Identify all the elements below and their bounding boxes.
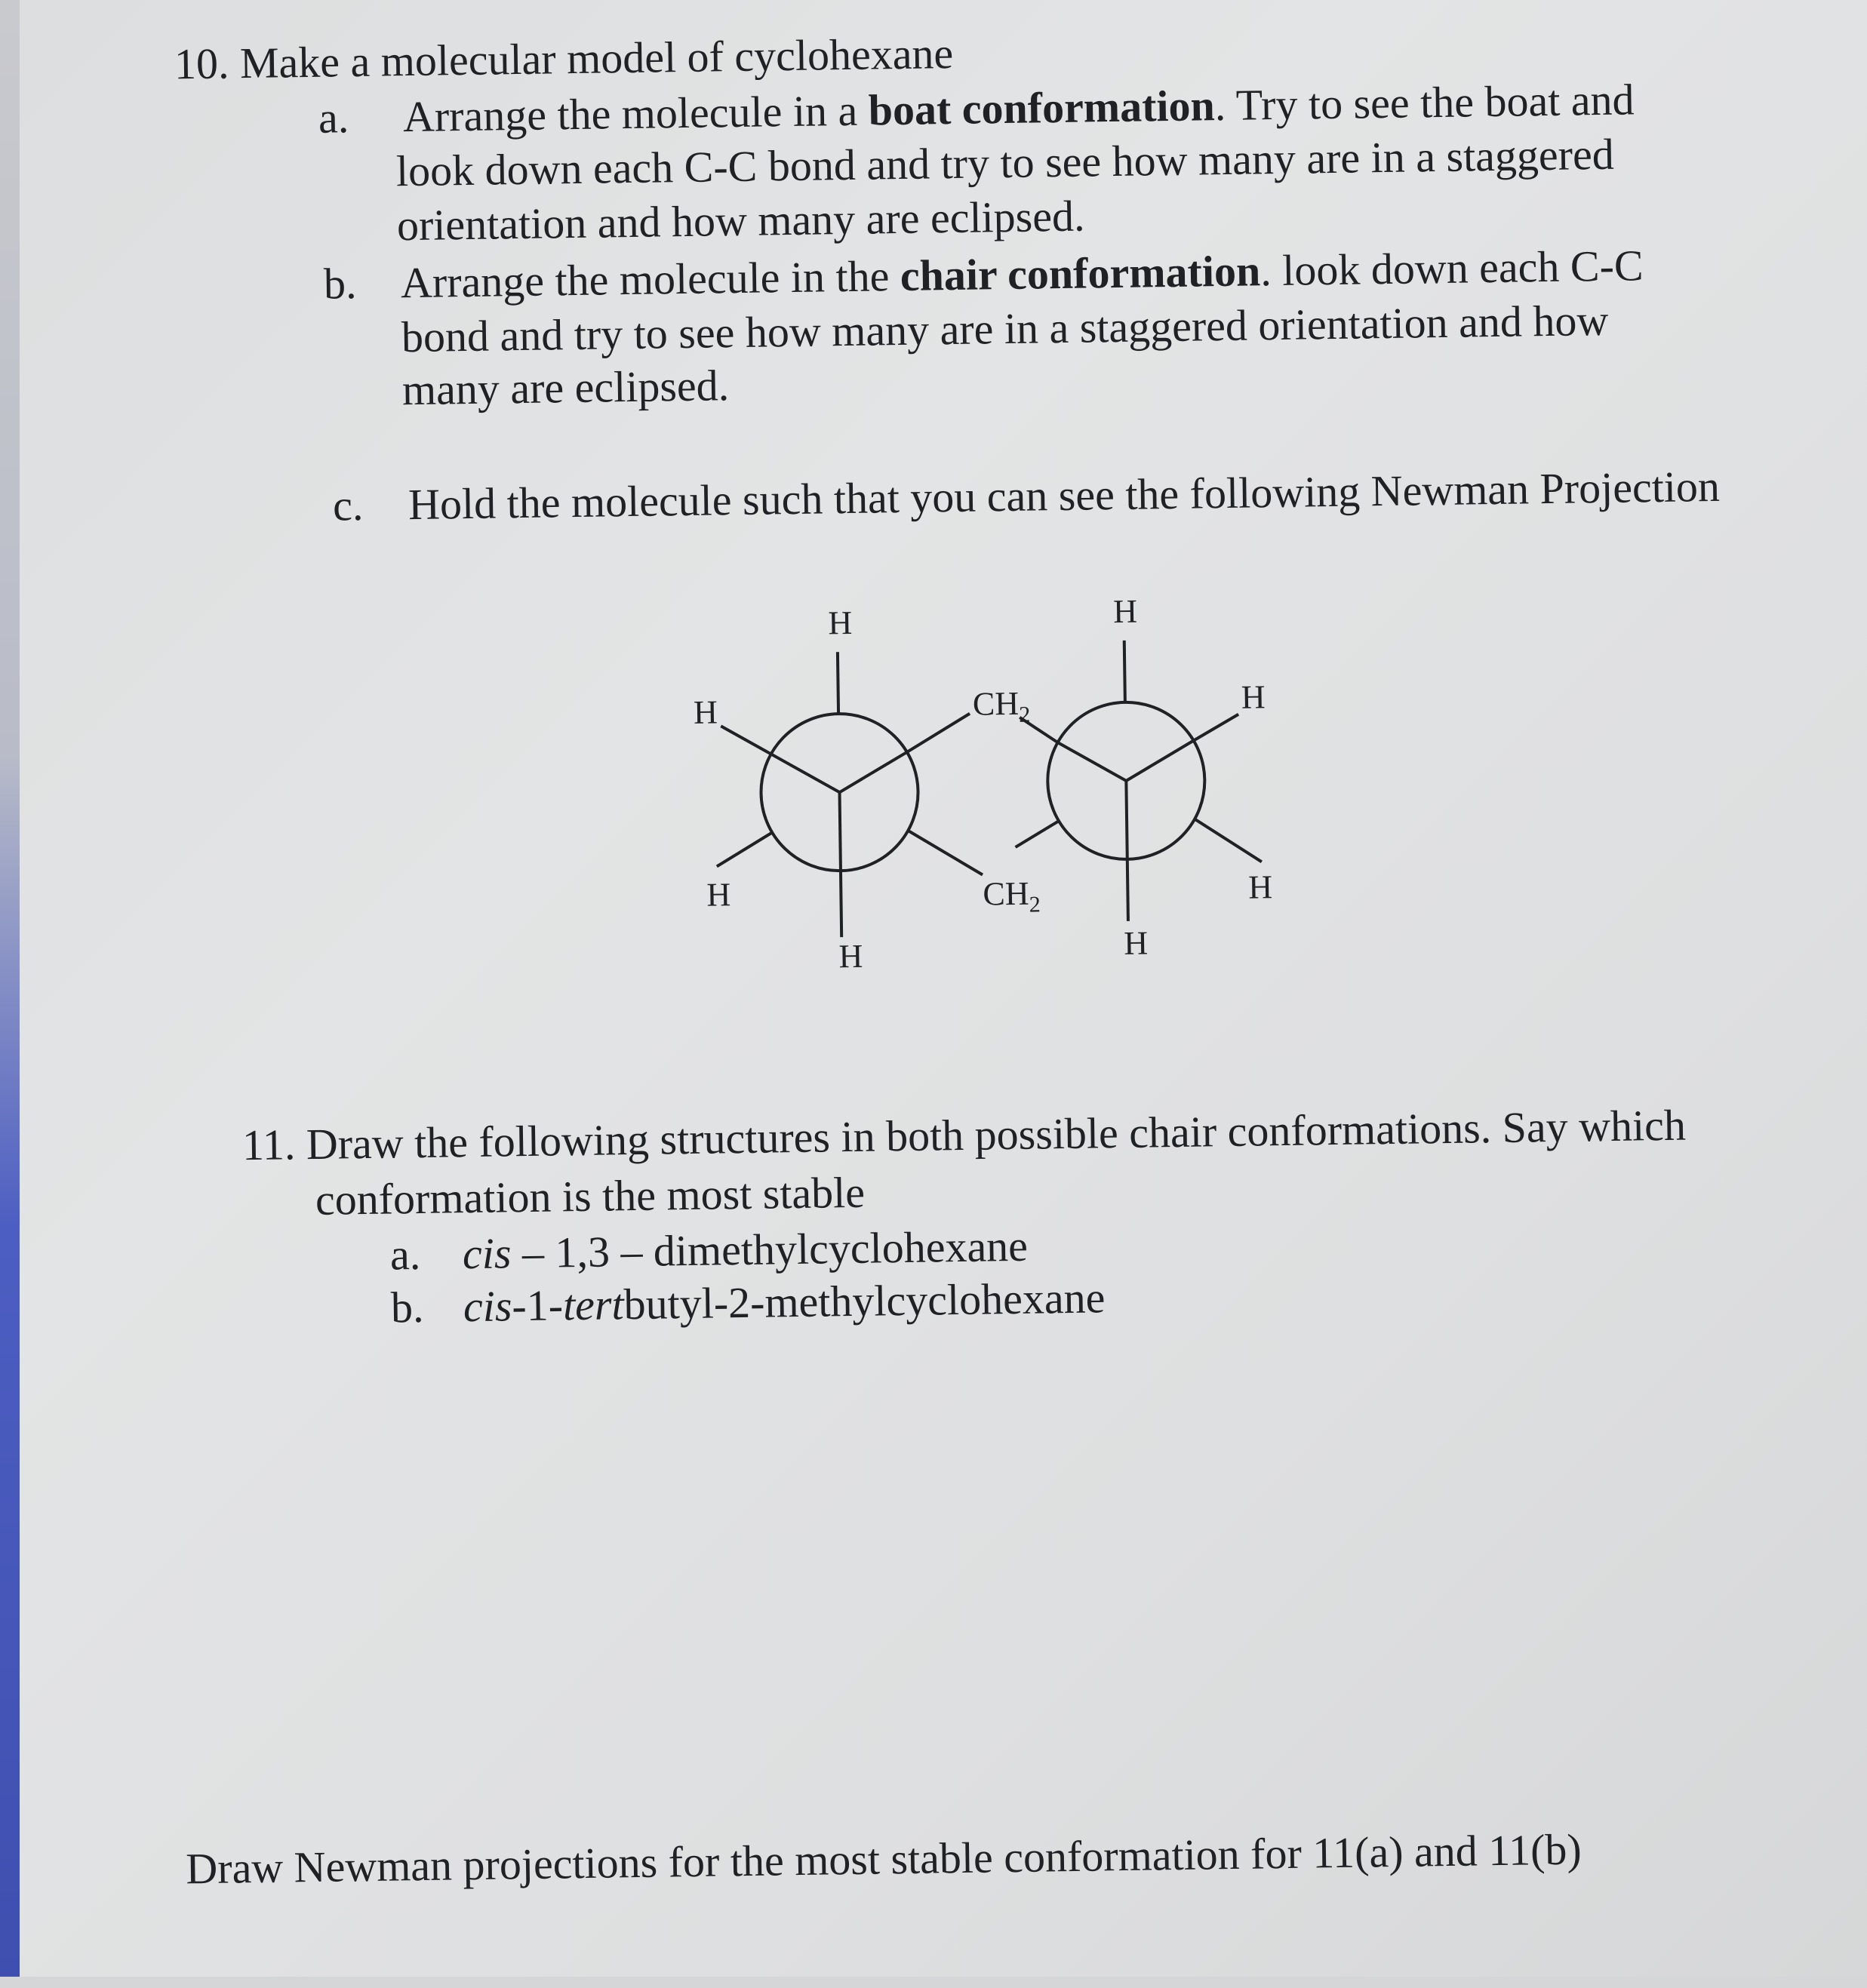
- q11b-rest: butyl-2-methylcyclohexane: [623, 1273, 1106, 1329]
- q10a-line1-post: . Try to see the boat and: [1214, 75, 1635, 131]
- left-top-h: H: [828, 604, 853, 642]
- q11a-rest: – 1,3 – dimethylcyclohexane: [510, 1221, 1029, 1278]
- upper-bridge-bond: [906, 714, 970, 752]
- q11b-text: [463, 1271, 1105, 1333]
- newman-projection: [663, 552, 1333, 983]
- q11-title-line1: 11. Draw the following structures in both possible chair conformations. Say which: [241, 1100, 1687, 1170]
- q10b-label: b.: [323, 259, 357, 309]
- left-lower-left-h: H: [706, 876, 731, 914]
- right-upper-right-h: H: [1241, 678, 1266, 716]
- right-bottom-h: H: [1124, 924, 1149, 962]
- q11b-tert: tert: [562, 1280, 625, 1330]
- right-back-bond-up: [1124, 641, 1125, 702]
- q10c-text: Hold the molecule such that you can see the following Newman Projection: [408, 461, 1721, 530]
- right-front-bond-down: [1126, 781, 1128, 921]
- q10a-line1-pre: Arrange the molecule in a: [402, 85, 869, 142]
- right-front-bond-upper-right-ext: [1193, 714, 1238, 741]
- upper-bridge-ch2: [973, 685, 1031, 728]
- right-front-bond-upper-left: [1058, 742, 1127, 782]
- left-front-bond-upper-left: [721, 724, 839, 794]
- left-back-bond-lower-left: [716, 832, 773, 866]
- q10a-label: a.: [318, 93, 349, 143]
- right-back-bond-lower-left: [1015, 821, 1059, 847]
- left-front-bond-upper-right: [839, 752, 908, 792]
- worksheet-content: [6, 0, 1867, 1988]
- q11b-mid: -1-: [511, 1280, 564, 1331]
- worksheet-page: [20, 0, 1867, 1977]
- q10a-line1-bold: boat conformation: [868, 81, 1216, 135]
- left-upper-left-h: H: [693, 693, 718, 731]
- q10c-label: c.: [332, 480, 364, 530]
- q11b-cis: cis: [463, 1281, 512, 1332]
- upper-bridge-sub: 2: [1018, 702, 1031, 727]
- q10b-line2: bond and try to see how many are in a staggered orientation and how: [401, 295, 1609, 362]
- lower-bridge-ch2: [983, 874, 1041, 917]
- upper-bridge-ch: CH: [972, 684, 1020, 723]
- right-top-h: H: [1112, 592, 1138, 631]
- q10a-line2: look down each C-C bond and try to see how many are in a staggered: [395, 129, 1615, 196]
- q10b-line1-post: . look down each C-C: [1260, 241, 1644, 296]
- q11a-label: a.: [389, 1229, 421, 1280]
- right-lower-right-h: H: [1247, 868, 1273, 906]
- left-front-bond-down: [840, 792, 842, 937]
- footer-instruction: Draw Newman projections for the most stable conformation for 11(a) and 11(b): [185, 1824, 1582, 1894]
- right-back-bond-lower-right: [1195, 818, 1262, 862]
- q11b-label: b.: [390, 1282, 424, 1332]
- q11-title-line2: conformation is the most stable: [315, 1167, 866, 1224]
- q10a-line3: orientation and how many are eclipsed.: [396, 191, 1085, 250]
- left-back-bond-lower-right: [908, 830, 983, 876]
- q10b-line1-pre: Arrange the molecule in the: [400, 250, 901, 308]
- right-front-bond-upper-right: [1126, 741, 1195, 781]
- left-bottom-h: H: [838, 937, 863, 976]
- lower-bridge-sub: 2: [1029, 892, 1041, 917]
- lower-bridge-ch: CH: [983, 874, 1029, 913]
- q11a-cis: cis: [462, 1228, 512, 1279]
- q10b-line3: many are eclipsed.: [401, 361, 730, 415]
- q10-title: 10. Make a molecular model of cyclohexane: [174, 28, 954, 89]
- q10b-line1-bold: chair conformation: [900, 246, 1261, 300]
- q11a-text: [463, 1220, 1029, 1280]
